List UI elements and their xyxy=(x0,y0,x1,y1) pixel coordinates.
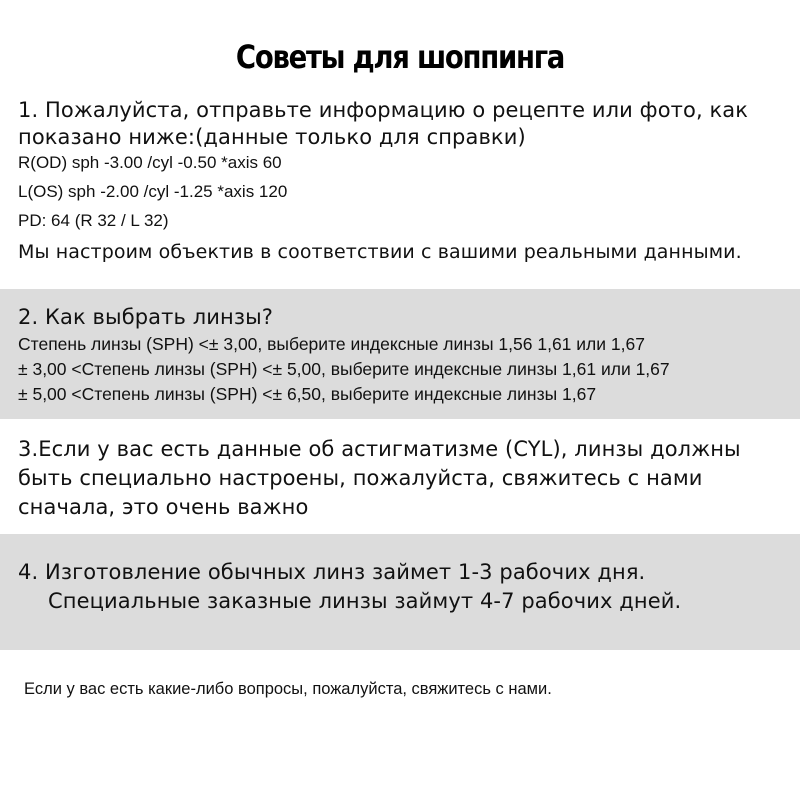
regular-lens-time: 4. Изготовление обычных линз займет 1-3 рабочих дня. xyxy=(18,560,646,584)
page-title: Советы для шоппинга xyxy=(235,38,565,76)
astigmatism-section xyxy=(0,419,800,534)
prescription-heading-line2: показано ниже:(данные только для справки) xyxy=(18,125,526,149)
lens-choice-heading: 2. Как выбрать линзы? xyxy=(18,305,274,329)
production-time-section xyxy=(0,534,800,650)
footer-section xyxy=(0,676,800,716)
lens-choice-line: ± 5,00 <Степень линзы (SPH) <± 6,50, выберите индексные линзы 1,67 xyxy=(18,384,597,404)
contact-note: Если у вас есть какие-либо вопросы, пожалуйста, свяжитесь с нами. xyxy=(24,680,552,698)
astigmatism-line: сначала, это очень важно xyxy=(18,495,309,519)
lens-choice-line: Степень линзы (SPH) <± 3,00, выберите индексные линзы 1,56 1,61 или 1,67 xyxy=(18,334,645,354)
lens-choice-section xyxy=(0,289,800,419)
customization-note: Мы настроим объектив в соответствии с вашими реальными данными. xyxy=(18,241,742,263)
astigmatism-line: 3.Если у вас есть данные об астигматизме (CYL), линзы должны xyxy=(18,437,741,461)
astigmatism-line: быть специально настроены, пожалуйста, свяжитесь с нами xyxy=(18,466,703,490)
prescription-info-section xyxy=(0,96,800,276)
lens-choice-line: ± 3,00 <Степень линзы (SPH) <± 5,00, выберите индексные линзы 1,61 или 1,67 xyxy=(18,359,670,379)
left-eye-prescription: L(OS) sph -2.00 /cyl -1.25 *axis 120 xyxy=(18,182,288,201)
right-eye-prescription: R(OD) sph -3.00 /cyl -0.50 *axis 60 xyxy=(18,153,282,172)
prescription-heading-line1: 1. Пожалуйста, отправьте информацию о рецепте или фото, как xyxy=(18,98,749,122)
custom-lens-time: Специальные заказные линзы займут 4-7 рабочих дней. xyxy=(48,589,682,613)
pupillary-distance: PD: 64 (R 32 / L 32) xyxy=(18,211,169,230)
